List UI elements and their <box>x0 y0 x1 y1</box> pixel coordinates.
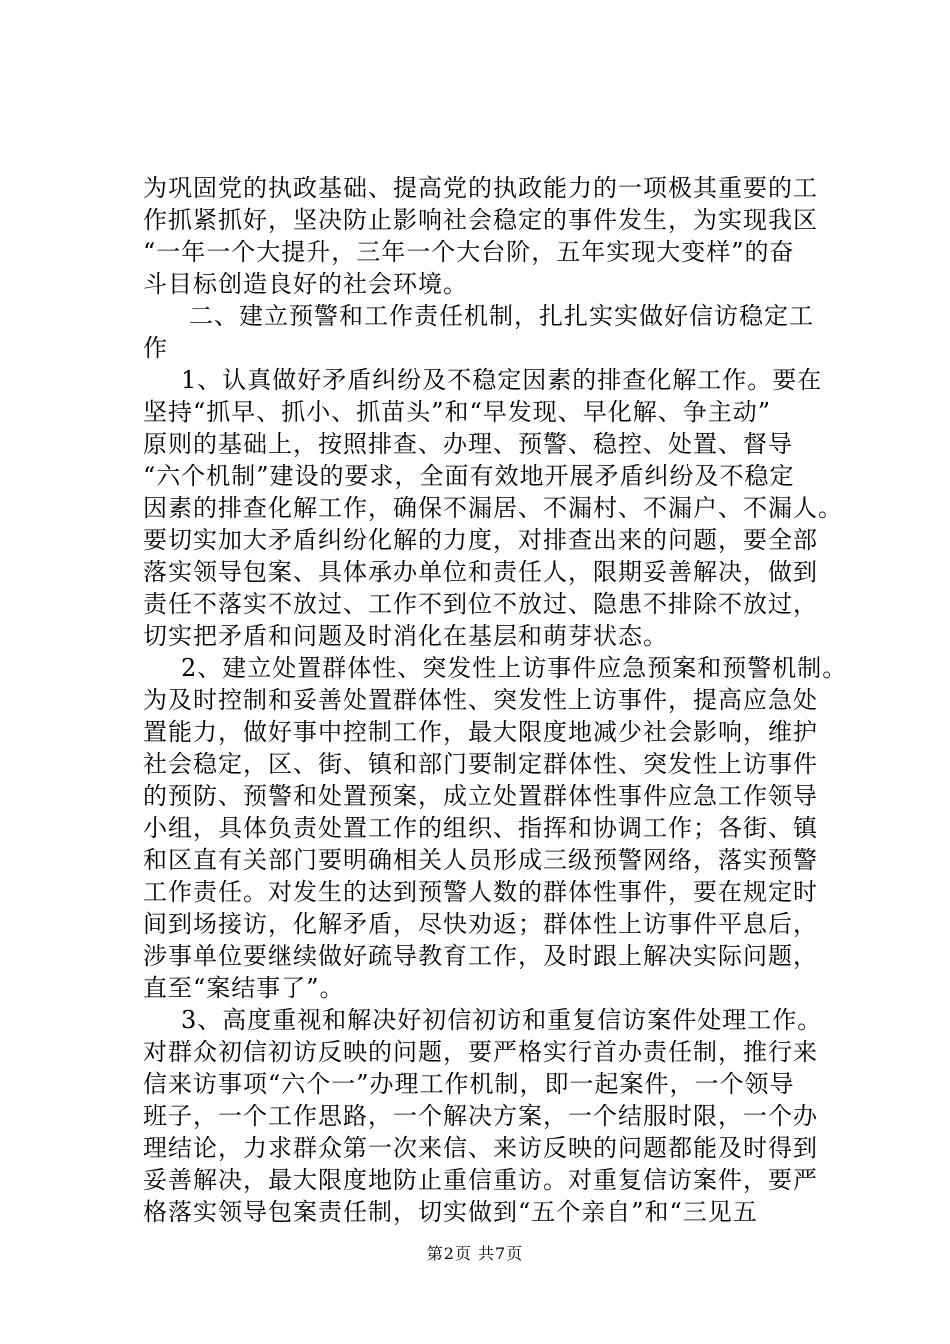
text-line: 斗目标创造良好的社会环境。 <box>143 270 468 298</box>
text-line: 社会稳定，区、街、镇和部门要制定群体性、突发性上访事件 <box>143 750 818 778</box>
text-line: 工作责任。对发生的达到预警人数的群体性事件，要在规定时 <box>143 878 818 906</box>
text-line: 落实领导包案、具体承办单位和责任人，限期妥善解决，做到 <box>143 558 818 586</box>
text-line: 直至“案结事了”。 <box>143 974 345 1002</box>
text-line: 要切实加大矛盾纠纷化解的力度，对排查出来的问题，要全部 <box>143 526 818 554</box>
page-number-footer: 第2页 共7页 <box>426 1244 524 1263</box>
text-line: 间到场接访，化解矛盾，尽快劝返；群体性上访事件平息后， <box>143 910 818 938</box>
text-line: 为巩固党的执政基础、提高党的执政能力的一项极其重要的工 <box>143 174 818 202</box>
text-line: “一年一个大提升，三年一个大台阶，五年实现大变样”的奋 <box>143 238 795 266</box>
text-line: 格落实领导包案责任制，切实做到“五个亲自”和“三见五 <box>143 1198 758 1226</box>
text-line: 对群众初信初访反映的问题，要严格实行首办责任制，推行来 <box>143 1038 818 1066</box>
text-line: 妥善解决，最大限度地防止重信重访。对重复信访案件，要严 <box>143 1166 818 1194</box>
text-line: 坚持“抓早、抓小、抓苗头”和“早发现、早化解、争主动” <box>143 398 772 426</box>
text-line: 原则的基础上，按照排查、办理、预警、稳控、处置、督导 <box>143 430 793 458</box>
text-line: 理结论，力求群众第一次来信、来访反映的问题都能及时得到 <box>143 1134 818 1162</box>
text-line: 和区直有关部门要明确相关人员形成三级预警网络，落实预警 <box>143 846 818 874</box>
text-line: 作 <box>143 334 168 362</box>
section-heading: 二、建立预警和工作责任机制，扎扎实实做好信访稳定工 <box>189 302 814 330</box>
paragraph-start: 2、建立处置群体性、突发性上访事件应急预案和预警机制。 <box>181 654 848 682</box>
text-line: “六个机制”建设的要求，全面有效地开展矛盾纠纷及不稳定 <box>143 462 795 490</box>
text-line: 班子，一个工作思路，一个解决方案，一个结服时限，一个办 <box>143 1102 818 1130</box>
text-line: 因素的排查化解工作，确保不漏居、不漏村、不漏户、不漏人。 <box>143 494 843 522</box>
text-line: 切实把矛盾和问题及时消化在基层和萌芽状态。 <box>143 622 668 650</box>
paragraph-start: 1、认真做好矛盾纠纷及不稳定因素的排查化解工作。要在 <box>181 366 823 394</box>
text-line: 涉事单位要继续做好疏导教育工作，及时跟上解决实际问题， <box>143 942 818 970</box>
text-line: 的预防、预警和处置预案，成立处置群体性事件应急工作领导 <box>143 782 818 810</box>
text-line: 责任不落实不放过、工作不到位不放过、隐患不排除不放过， <box>143 590 818 618</box>
document-body <box>143 172 848 1228</box>
paragraph-start: 3、高度重视和解决好初信初访和重复信访案件处理工作。 <box>181 1006 823 1034</box>
text-line: 信来访事项“六个一”办理工作机制，即一起案件，一个领导 <box>143 1070 795 1098</box>
text-line: 置能力，做好事中控制工作，最大限度地减少社会影响，维护 <box>143 718 818 746</box>
text-line: 作抓紧抓好，坚决防止影响社会稳定的事件发生，为实现我区 <box>143 206 818 234</box>
text-line: 小组，具体负责处置工作的组织、指挥和协调工作；各街、镇 <box>143 814 818 842</box>
text-line: 为及时控制和妥善处置群体性、突发性上访事件，提高应急处 <box>143 686 818 714</box>
